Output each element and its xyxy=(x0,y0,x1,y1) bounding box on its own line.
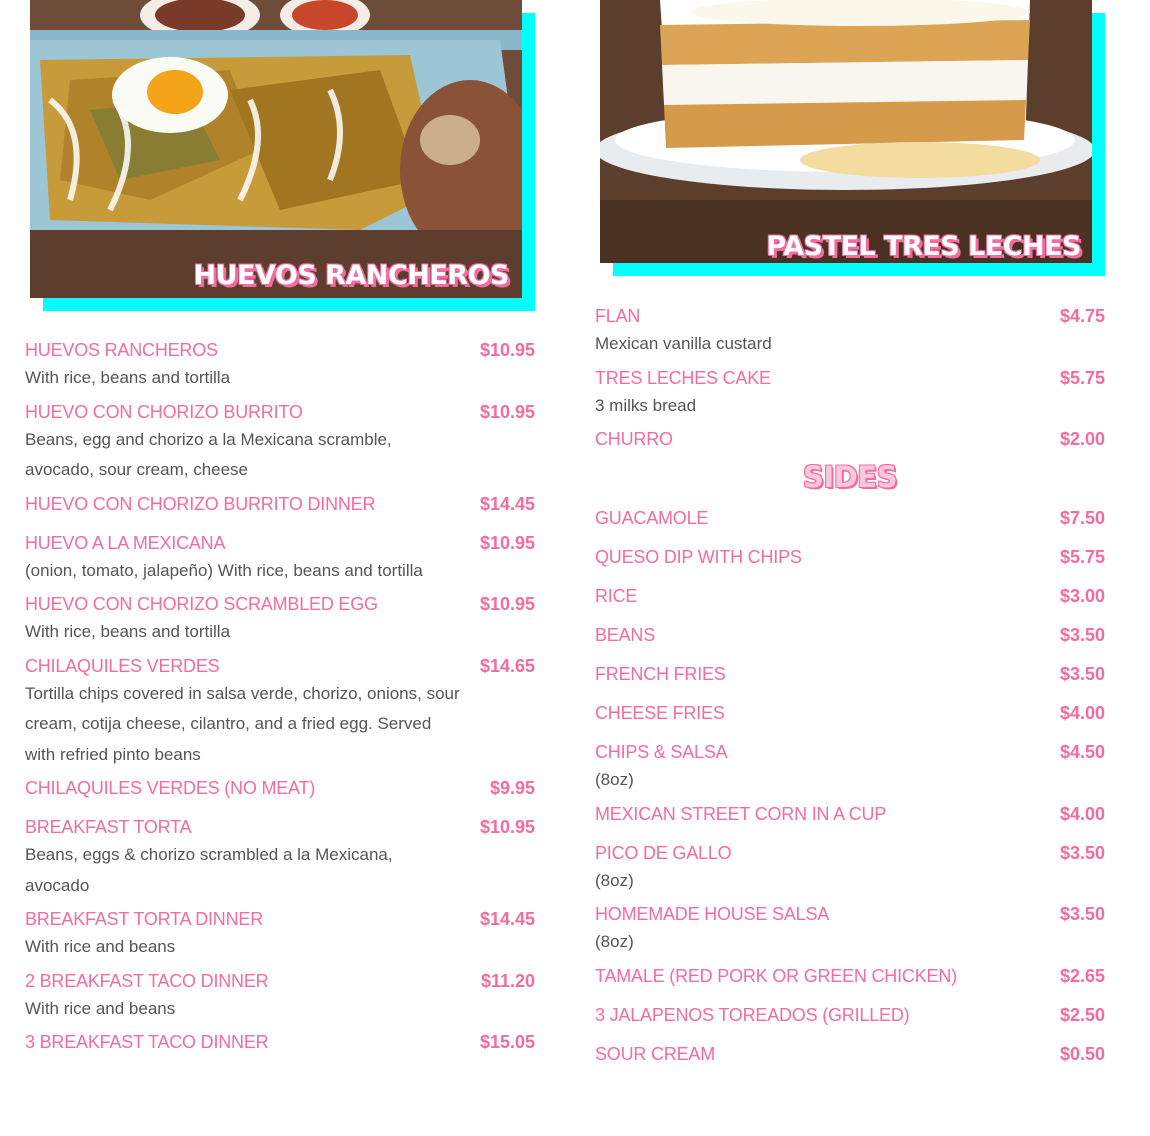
menu-item-header xyxy=(25,817,535,838)
menu-item-header xyxy=(595,625,1105,646)
menu-item-name: CHILAQUILES VERDES (NO MEAT) xyxy=(25,778,316,798)
menu-item-name: HUEVO CON CHORIZO BURRITO xyxy=(25,401,303,422)
desserts-list xyxy=(595,306,1105,450)
menu-item-description: (8oz) xyxy=(595,870,634,890)
huevos-rancheros-photo xyxy=(30,0,522,298)
menu-item-name: TAMALE (RED PORK OR GREEN CHICKEN) xyxy=(595,965,957,986)
menu-item-header xyxy=(25,778,535,799)
menu-item-header xyxy=(25,594,535,615)
huevos-rancheros-photo-card xyxy=(30,0,535,311)
menu-item-name: RICE xyxy=(595,586,638,606)
menu-item-description: (onion, tomato, jalapeño) With rice, beans and tortilla xyxy=(25,560,423,580)
menu-item-name: GUACAMOLE xyxy=(595,508,709,528)
menu-item xyxy=(25,778,535,799)
menu-item-header xyxy=(25,533,535,554)
sides-section-title: SIDES xyxy=(803,460,897,494)
menu-item-description: 3 milks bread xyxy=(595,395,697,415)
menu-item-header xyxy=(595,1005,1105,1026)
menu-item xyxy=(25,402,535,486)
menu-item-price: $9.95 xyxy=(489,778,535,798)
menu-item-description: Beans, egg and chorizo a la Mexicana scramble, avocado, sour cream, cheese xyxy=(25,429,392,479)
menu-item-price: $3.50 xyxy=(1059,625,1105,645)
menu-item-name: FRENCH FRIES xyxy=(595,664,726,684)
menu-item-price: $10.95 xyxy=(479,532,535,553)
menu-item-header xyxy=(595,586,1105,607)
menu-item-header xyxy=(595,664,1105,685)
menu-item-price: $3.00 xyxy=(1059,586,1105,606)
menu-item-price: $10.95 xyxy=(479,594,535,614)
menu-item-price: $2.00 xyxy=(1059,429,1105,449)
menu-item xyxy=(595,508,1105,529)
menu-item-name: MEXICAN STREET CORN IN A CUP xyxy=(595,803,887,824)
menu-item-price: $14.45 xyxy=(479,909,535,929)
menu-item xyxy=(595,1044,1105,1065)
menu-item-name: CHIPS & SALSA xyxy=(595,742,728,762)
menu-item-header xyxy=(25,1032,535,1053)
menu-item xyxy=(595,1005,1105,1026)
menu-item xyxy=(25,656,535,771)
menu-item-price: $2.65 xyxy=(1059,965,1105,986)
menu-item xyxy=(25,1032,535,1053)
menu-item xyxy=(25,971,535,1025)
menu-item-description: With rice and beans xyxy=(25,937,176,956)
menu-item-header xyxy=(595,843,1105,864)
menu-item-description: Beans, eggs & chorizo scrambled a la Mexicana, avocado xyxy=(25,845,393,895)
menu-item-header xyxy=(595,547,1105,568)
sides-list xyxy=(595,508,1105,1065)
menu-item-header xyxy=(595,742,1105,763)
menu-item xyxy=(595,703,1105,724)
tres-leches-caption: PASTEL TRES LECHES xyxy=(766,231,1081,262)
menu-item xyxy=(25,909,535,963)
food-image xyxy=(30,0,522,298)
menu-item-header xyxy=(595,804,1105,825)
desserts-and-sides-list xyxy=(595,306,1105,1083)
menu-item-description: With rice, beans and tortilla xyxy=(25,368,231,387)
menu-item-price: $10.95 xyxy=(479,817,535,837)
menu-item-price: $3.50 xyxy=(1059,664,1105,684)
menu-item-header xyxy=(25,402,535,423)
menu-item-price: $14.65 xyxy=(479,655,535,676)
menu-item-name: BREAKFAST TORTA DINNER xyxy=(25,909,264,929)
menu-item-name: CHILAQUILES VERDES xyxy=(25,655,220,676)
menu-item-price: $0.50 xyxy=(1059,1043,1105,1064)
menu-item-name: TRES LECHES CAKE xyxy=(595,367,771,388)
menu-item-header xyxy=(595,306,1105,327)
menu-item xyxy=(595,804,1105,825)
menu-item-header xyxy=(25,340,535,361)
menu-item-name: HUEVO A LA MEXICANA xyxy=(25,532,226,553)
menu-item xyxy=(595,429,1105,450)
menu-item-price: $4.00 xyxy=(1059,803,1105,824)
menu-item xyxy=(595,586,1105,607)
breakfast-menu-list xyxy=(25,340,535,1071)
menu-item-price: $10.95 xyxy=(479,401,535,422)
menu-item xyxy=(595,368,1105,422)
menu-item-price: $3.50 xyxy=(1059,904,1105,924)
menu-item-name: QUESO DIP WITH CHIPS xyxy=(595,547,802,567)
menu-item-price: $7.50 xyxy=(1059,508,1105,528)
menu-item-price: $2.50 xyxy=(1059,1004,1105,1025)
menu-item xyxy=(595,306,1105,360)
menu-item-description: With rice, beans and tortilla xyxy=(25,622,231,641)
menu-item-price: $4.75 xyxy=(1059,306,1105,326)
menu-item xyxy=(25,533,535,587)
menu-item-price: $14.45 xyxy=(479,493,535,514)
menu-item-description: Mexican vanilla custard xyxy=(595,334,772,353)
menu-item-name: HUEVOS RANCHEROS xyxy=(25,340,218,360)
menu-item-header xyxy=(25,656,535,677)
menu-item xyxy=(595,547,1105,568)
menu-item xyxy=(595,742,1105,796)
menu-item-header xyxy=(25,971,535,992)
menu-item-name: FLAN xyxy=(595,306,641,326)
menu-item-price: $3.50 xyxy=(1059,842,1105,863)
menu-item-header xyxy=(595,429,1105,450)
menu-item xyxy=(595,843,1105,897)
menu-item xyxy=(595,625,1105,646)
menu-item xyxy=(595,966,1105,987)
menu-item xyxy=(595,664,1105,685)
menu-item-header xyxy=(25,494,535,515)
tres-leches-photo xyxy=(600,0,1092,263)
menu-item-price: $11.20 xyxy=(480,970,535,991)
menu-item-description: (8oz) xyxy=(595,932,634,951)
menu-item-header xyxy=(595,966,1105,987)
menu-item xyxy=(25,494,535,515)
menu-item-header xyxy=(595,1044,1105,1065)
menu-item-price: $5.75 xyxy=(1059,547,1105,567)
menu-item-header xyxy=(25,909,535,930)
menu-item-name: BREAKFAST TORTA xyxy=(25,817,192,837)
menu-item-price: $15.05 xyxy=(479,1032,535,1052)
menu-item-price: $4.00 xyxy=(1059,703,1105,723)
food-image xyxy=(600,0,1092,263)
menu-item-header xyxy=(595,904,1105,925)
menu-item-name: 3 BREAKFAST TACO DINNER xyxy=(25,1032,269,1052)
menu-item-price: $10.95 xyxy=(479,340,535,360)
menu-item xyxy=(25,340,535,394)
menu-item-name: HOMEMADE HOUSE SALSA xyxy=(595,904,830,924)
menu-item-name: CHURRO xyxy=(595,429,673,449)
menu-item-description: (8oz) xyxy=(595,770,634,789)
menu-item-description: Tortilla chips covered in salsa verde, chorizo, onions, sour cream, cotija cheese, cilantro, and a fried egg. Served with refried pinto beans xyxy=(25,683,460,764)
menu-item-header xyxy=(595,508,1105,529)
menu-item-name: 2 BREAKFAST TACO DINNER xyxy=(25,970,269,991)
menu-item-header xyxy=(595,703,1105,724)
menu-item-name: HUEVO CON CHORIZO BURRITO DINNER xyxy=(25,493,376,514)
menu-item xyxy=(595,904,1105,958)
huevos-rancheros-caption: HUEVOS RANCHEROS xyxy=(193,260,509,291)
menu-item-name: SOUR CREAM xyxy=(595,1043,716,1064)
tres-leches-photo-card xyxy=(600,0,1105,276)
menu-item-description: With rice and beans xyxy=(25,998,176,1018)
menu-item-name: 3 JALAPENOS TOREADOS (GRILLED) xyxy=(595,1004,910,1025)
menu-item-name: PICO DE GALLO xyxy=(595,842,732,863)
menu-item-price: $4.50 xyxy=(1059,742,1105,762)
menu-item-name: HUEVO CON CHORIZO SCRAMBLED EGG xyxy=(25,594,378,614)
menu-item xyxy=(25,817,535,901)
menu-item-header xyxy=(595,368,1105,389)
menu-item-price: $5.75 xyxy=(1059,367,1105,388)
menu-item xyxy=(25,594,535,648)
menu-item-name: CHEESE FRIES xyxy=(595,703,725,723)
menu-item-name: BEANS xyxy=(595,625,656,645)
